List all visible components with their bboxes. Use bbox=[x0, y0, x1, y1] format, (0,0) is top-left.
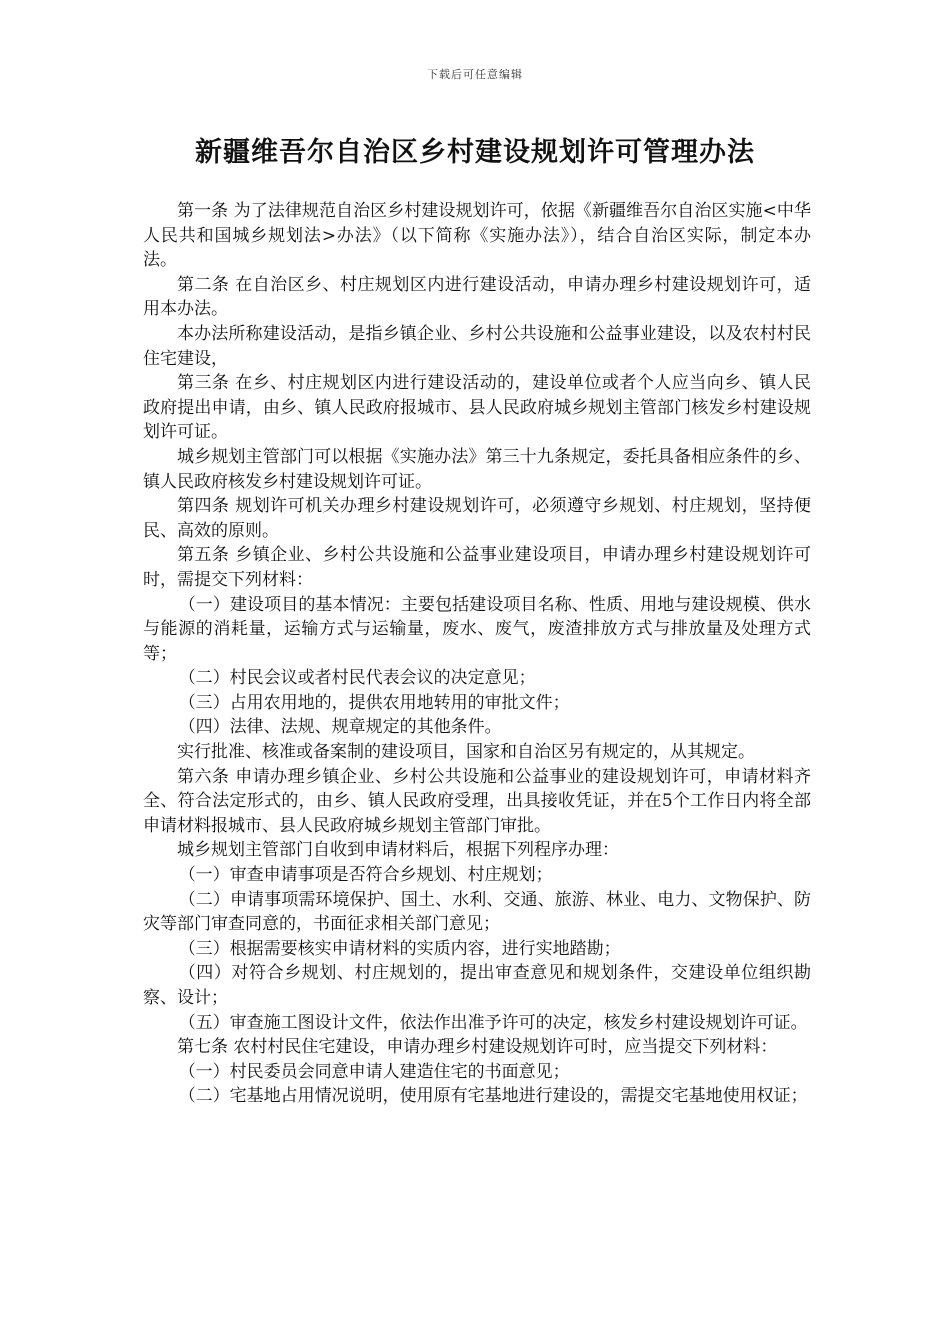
article-4: 第四条 规划许可机关办理乡村建设规划许可，必须遵守乡规划、村庄规划，坚持便民、高效的原则。 bbox=[143, 496, 811, 541]
article-5-note: 实行批准、核准或备案制的建设项目，国家和自治区另有规定的，从其规定。 bbox=[177, 742, 755, 763]
article-2-note: 本办法所称建设活动，是指乡镇企业、乡村公共设施和公益事业建设，以及农村村民住宅建设， bbox=[143, 323, 811, 369]
article-7-item-2: （二）宅基地占用情况说明，使用原有宅基地进行建设的，需提交宅基地使用权证； bbox=[178, 1086, 808, 1107]
article-6-procedure: 城乡规划主管部门自收到申请材料后，根据下列程序办理： bbox=[177, 840, 619, 861]
article-5-item-3: （三）占用农用地的，提供农用地转用的审批文件； bbox=[178, 692, 570, 713]
article-5: 第五条 乡镇企业、乡村公共设施和公益事业建设项目，申请办理乡村建设规划许可时，需提交下列材料： bbox=[143, 545, 811, 590]
article-6-item-5: （五）审查施工图设计文件，依法作出准予许可的决定，核发乡村建设规划许可证。 bbox=[178, 1012, 808, 1033]
document-title: 新疆维吾尔自治区乡村建设规划许可管理办法 bbox=[195, 137, 755, 168]
article-6-item-4: （四）对符合乡规划、村庄规划的，提出审查意见和规划条件，交建设单位组织勘察、设计； bbox=[143, 963, 811, 1008]
article-6-item-3: （三）根据需要核实申请材料的实质内容，进行实地踏勘； bbox=[178, 938, 621, 959]
article-3: 第三条 在乡、村庄规划区内进行建设活动的，建设单位或者个人应当向乡、镇人民政府提出申请，由乡、镇人民政府报城市、县人民政府城乡规划主管部门核发乡村建设规划许可证。 bbox=[143, 373, 811, 443]
article-5-item-4: （四）法律、法规、规章规定的其他条件。 bbox=[178, 717, 502, 738]
document-body bbox=[143, 199, 811, 1109]
article-5-item-2: （二）村民会议或者村民代表会议的决定意见； bbox=[178, 668, 536, 689]
article-6-item-1: （一）审查申请事项是否符合乡规划、村庄规划； bbox=[178, 865, 553, 886]
article-5-item-1: （一）建设项目的基本情况：主要包括建设项目名称、性质、用地与建设规模、供水与能源的消耗量，运输方式与运输量，废水、废气，废渣排放方式与排放量及处理方式等； bbox=[143, 594, 811, 664]
article-7: 第七条 农村村民住宅建设，申请办理乡村建设规划许可时，应当提交下列材料： bbox=[177, 1037, 778, 1058]
page-header-note: 下载后可任意编辑 bbox=[427, 68, 523, 81]
article-7-item-1: （一）村民委员会同意申请人建造住宅的书面意见； bbox=[178, 1061, 570, 1082]
article-3-note: 城乡规划主管部门可以根据《实施办法》第三十九条规定，委托具备相应条件的乡、镇人民政府核发乡村建设规划许可证。 bbox=[143, 446, 811, 492]
article-6: 第六条 申请办理乡镇企业、乡村公共设施和公益事业的建设规划许可，申请材料齐全、符合法定形式的，由乡、镇人民政府受理，出具接收凭证，并在5个工作日内将全部申请材料报城市、县人民政府城乡规划主管部门审批。 bbox=[143, 766, 811, 836]
article-6-item-2: （二）申请事项需环境保护、国土、水利、交通、旅游、林业、电力、文物保护、防灾等部门审查同意的，书面征求相关部门意见； bbox=[143, 889, 811, 935]
article-1: 第一条 为了法律规范自治区乡村建设规划许可，依据《新疆维吾尔自治区实施<中华人民共和国城乡规划法>办法》（以下简称《实施办法》），结合自治区实际，制定本办法。 bbox=[143, 201, 811, 271]
article-2: 第二条 在自治区乡、村庄规划区内进行建设活动，申请办理乡村建设规划许可，适用本办法。 bbox=[143, 274, 811, 320]
